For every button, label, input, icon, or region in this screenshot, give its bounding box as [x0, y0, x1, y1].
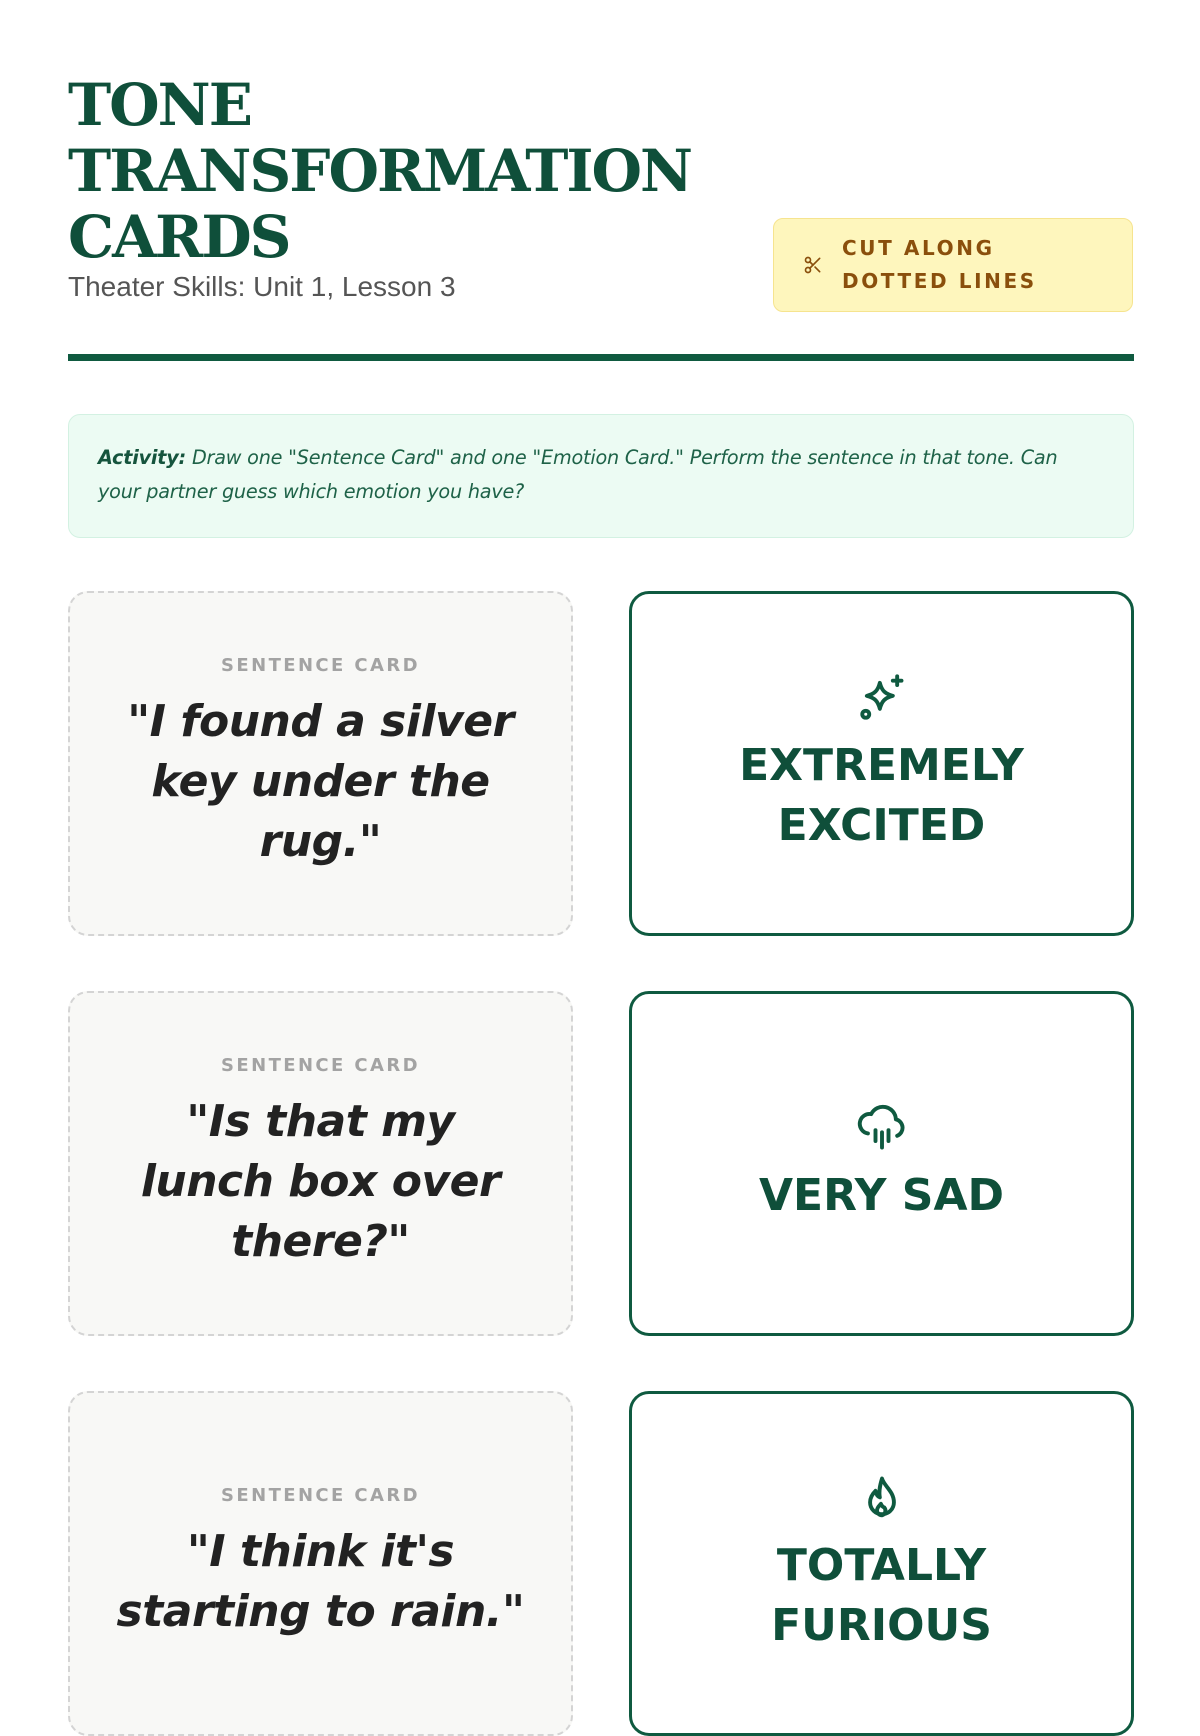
- sentence-card[interactable]: [68, 1391, 573, 1736]
- emotion-line: EXCITED: [777, 799, 986, 851]
- sentence-text: [111, 692, 531, 872]
- flame-icon: [856, 1472, 908, 1524]
- sentence-card[interactable]: [68, 991, 573, 1336]
- scissors-icon: [802, 254, 824, 276]
- sentence-text: [111, 1092, 531, 1272]
- activity-text: Draw one "Sentence Card" and one "Emotion Card." Perform the sentence in that tone. Can your partner guess which emotion you have?: [98, 446, 1058, 503]
- header-divider: [68, 354, 1134, 361]
- sentence-line: lunch box over: [140, 1156, 501, 1207]
- emotion-card[interactable]: [629, 1391, 1134, 1736]
- sentence-card-label: SENTENCE CARD: [221, 1055, 420, 1076]
- cut-notice-text: [842, 232, 1037, 298]
- sentence-line: key under the: [151, 756, 490, 807]
- emotion-line: EXTREMELY: [739, 739, 1024, 791]
- sentence-card[interactable]: [68, 591, 573, 936]
- title-line: CARDS: [68, 203, 290, 271]
- sentence-line: rug.": [259, 816, 382, 867]
- sentence-line: there?": [231, 1216, 410, 1267]
- sentence-line: "I found a silver: [127, 696, 514, 747]
- sentence-card-label: SENTENCE CARD: [221, 1485, 420, 1506]
- sentence-card-label: SENTENCE CARD: [221, 655, 420, 676]
- activity-label: Activity:: [98, 446, 187, 469]
- emotion-line: TOTALLY: [776, 1539, 987, 1591]
- cut-notice-line: CUT ALONG: [842, 236, 995, 260]
- title-line: TRANSFORMATION: [68, 137, 692, 205]
- cut-notice-badge: [773, 218, 1133, 312]
- title-line: TONE: [68, 71, 251, 139]
- sparkles-icon: [856, 672, 908, 724]
- sentence-line: "I think it's: [186, 1526, 455, 1577]
- sentence-text: [111, 1522, 531, 1642]
- page-title: [68, 72, 708, 270]
- emotion-text: [771, 1536, 992, 1656]
- page-subtitle: Theater Skills: Unit 1, Lesson 3: [68, 271, 456, 302]
- activity-instructions: [68, 414, 1134, 538]
- rain-cloud-icon: [856, 1102, 908, 1154]
- cut-notice-line: DOTTED LINES: [842, 269, 1037, 293]
- sentence-line: starting to rain.": [116, 1586, 525, 1637]
- emotion-card[interactable]: [629, 591, 1134, 936]
- worksheet-page: [68, 0, 1134, 1651]
- emotion-card[interactable]: [629, 991, 1134, 1336]
- emotion-text: [759, 1166, 1004, 1226]
- emotion-text: [739, 736, 1024, 856]
- sentence-line: "Is that my: [186, 1096, 455, 1147]
- emotion-line: FURIOUS: [771, 1599, 992, 1651]
- emotion-line: VERY SAD: [758, 1169, 1005, 1221]
